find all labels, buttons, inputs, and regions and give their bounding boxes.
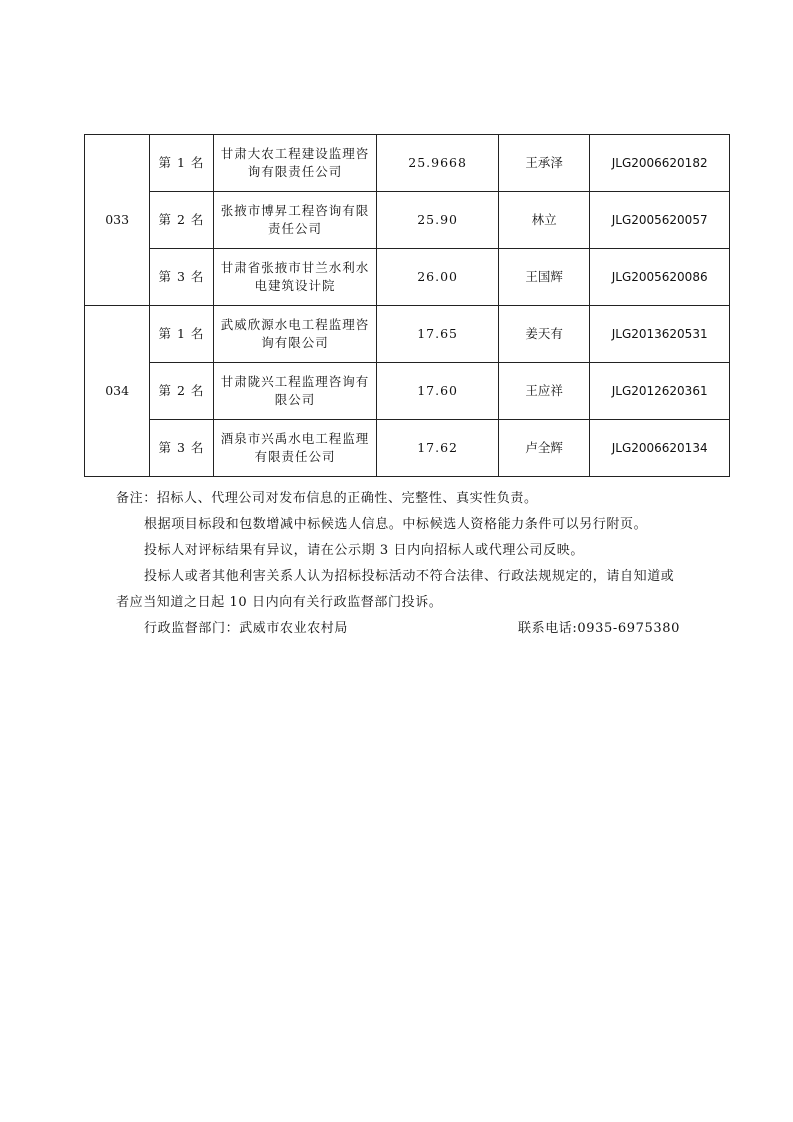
- note-line: 根据项目标段和包数增减中标候选人信息。中标候选人资格能力条件可以另行附页。: [144, 517, 648, 532]
- candidate-table: [84, 134, 730, 477]
- contact-phone: 联系电话:0935-6975380: [518, 621, 680, 636]
- table-row: [85, 420, 730, 477]
- company-cell: 甘肃省张掖市甘兰水利水电建筑设计院: [213, 249, 377, 306]
- person-cell: 王承泽: [498, 135, 589, 192]
- price-cell: 17.62: [377, 420, 499, 477]
- table-row: [85, 192, 730, 249]
- certificate-cell: JLG2013620531: [590, 306, 730, 363]
- notes-section: [116, 486, 716, 642]
- company-cell: 甘肃陇兴工程监理咨询有限公司: [213, 363, 377, 420]
- rank-cell: 第 2 名: [150, 192, 213, 249]
- company-cell: 酒泉市兴禹水电工程监理有限责任公司: [213, 420, 377, 477]
- price-cell: 17.60: [377, 363, 499, 420]
- person-cell: 王国辉: [498, 249, 589, 306]
- price-cell: 17.65: [377, 306, 499, 363]
- supervision-department: 行政监督部门：武威市农业农村局: [144, 621, 349, 636]
- certificate-cell: JLG2005620086: [590, 249, 730, 306]
- package-number-cell: 034: [85, 306, 150, 477]
- person-cell: 王应祥: [498, 363, 589, 420]
- person-cell: 卢全辉: [498, 420, 589, 477]
- certificate-cell: JLG2006620134: [590, 420, 730, 477]
- table-row: [85, 135, 730, 192]
- package-number-cell: 033: [85, 135, 150, 306]
- company-cell: 武威欣源水电工程监理咨询有限公司: [213, 306, 377, 363]
- rank-cell: 第 3 名: [150, 249, 213, 306]
- certificate-cell: JLG2006620182: [590, 135, 730, 192]
- notes-label: 备注：: [116, 491, 157, 506]
- note-text: 招标人、代理公司对发布信息的正确性、完整性、真实性负责。: [156, 491, 538, 506]
- person-cell: 林立: [498, 192, 589, 249]
- person-cell: 姜天有: [498, 306, 589, 363]
- note-line: 者应当知道之日起 10 日内向有关行政监督部门投诉。: [116, 595, 443, 610]
- rank-cell: 第 2 名: [150, 363, 213, 420]
- note-line: 投标人或者其他利害关系人认为招标投标活动不符合法律、行政法规规定的，请自知道或: [144, 569, 675, 584]
- company-cell: 张掖市博昇工程咨询有限责任公司: [213, 192, 377, 249]
- rank-cell: 第 3 名: [150, 420, 213, 477]
- table-row: [85, 249, 730, 306]
- rank-cell: 第 1 名: [150, 135, 213, 192]
- price-cell: 25.90: [377, 192, 499, 249]
- price-cell: 25.9668: [377, 135, 499, 192]
- table-row: [85, 306, 730, 363]
- contact-row: [116, 616, 716, 642]
- table-row: [85, 363, 730, 420]
- certificate-cell: JLG2005620057: [590, 192, 730, 249]
- price-cell: 26.00: [377, 249, 499, 306]
- note-line: [116, 486, 716, 512]
- rank-cell: 第 1 名: [150, 306, 213, 363]
- certificate-cell: JLG2012620361: [590, 363, 730, 420]
- note-line: 投标人对评标结果有异议，请在公示期 3 日内向招标人或代理公司反映。: [144, 543, 584, 558]
- company-cell: 甘肃大农工程建设监理咨询有限责任公司: [213, 135, 377, 192]
